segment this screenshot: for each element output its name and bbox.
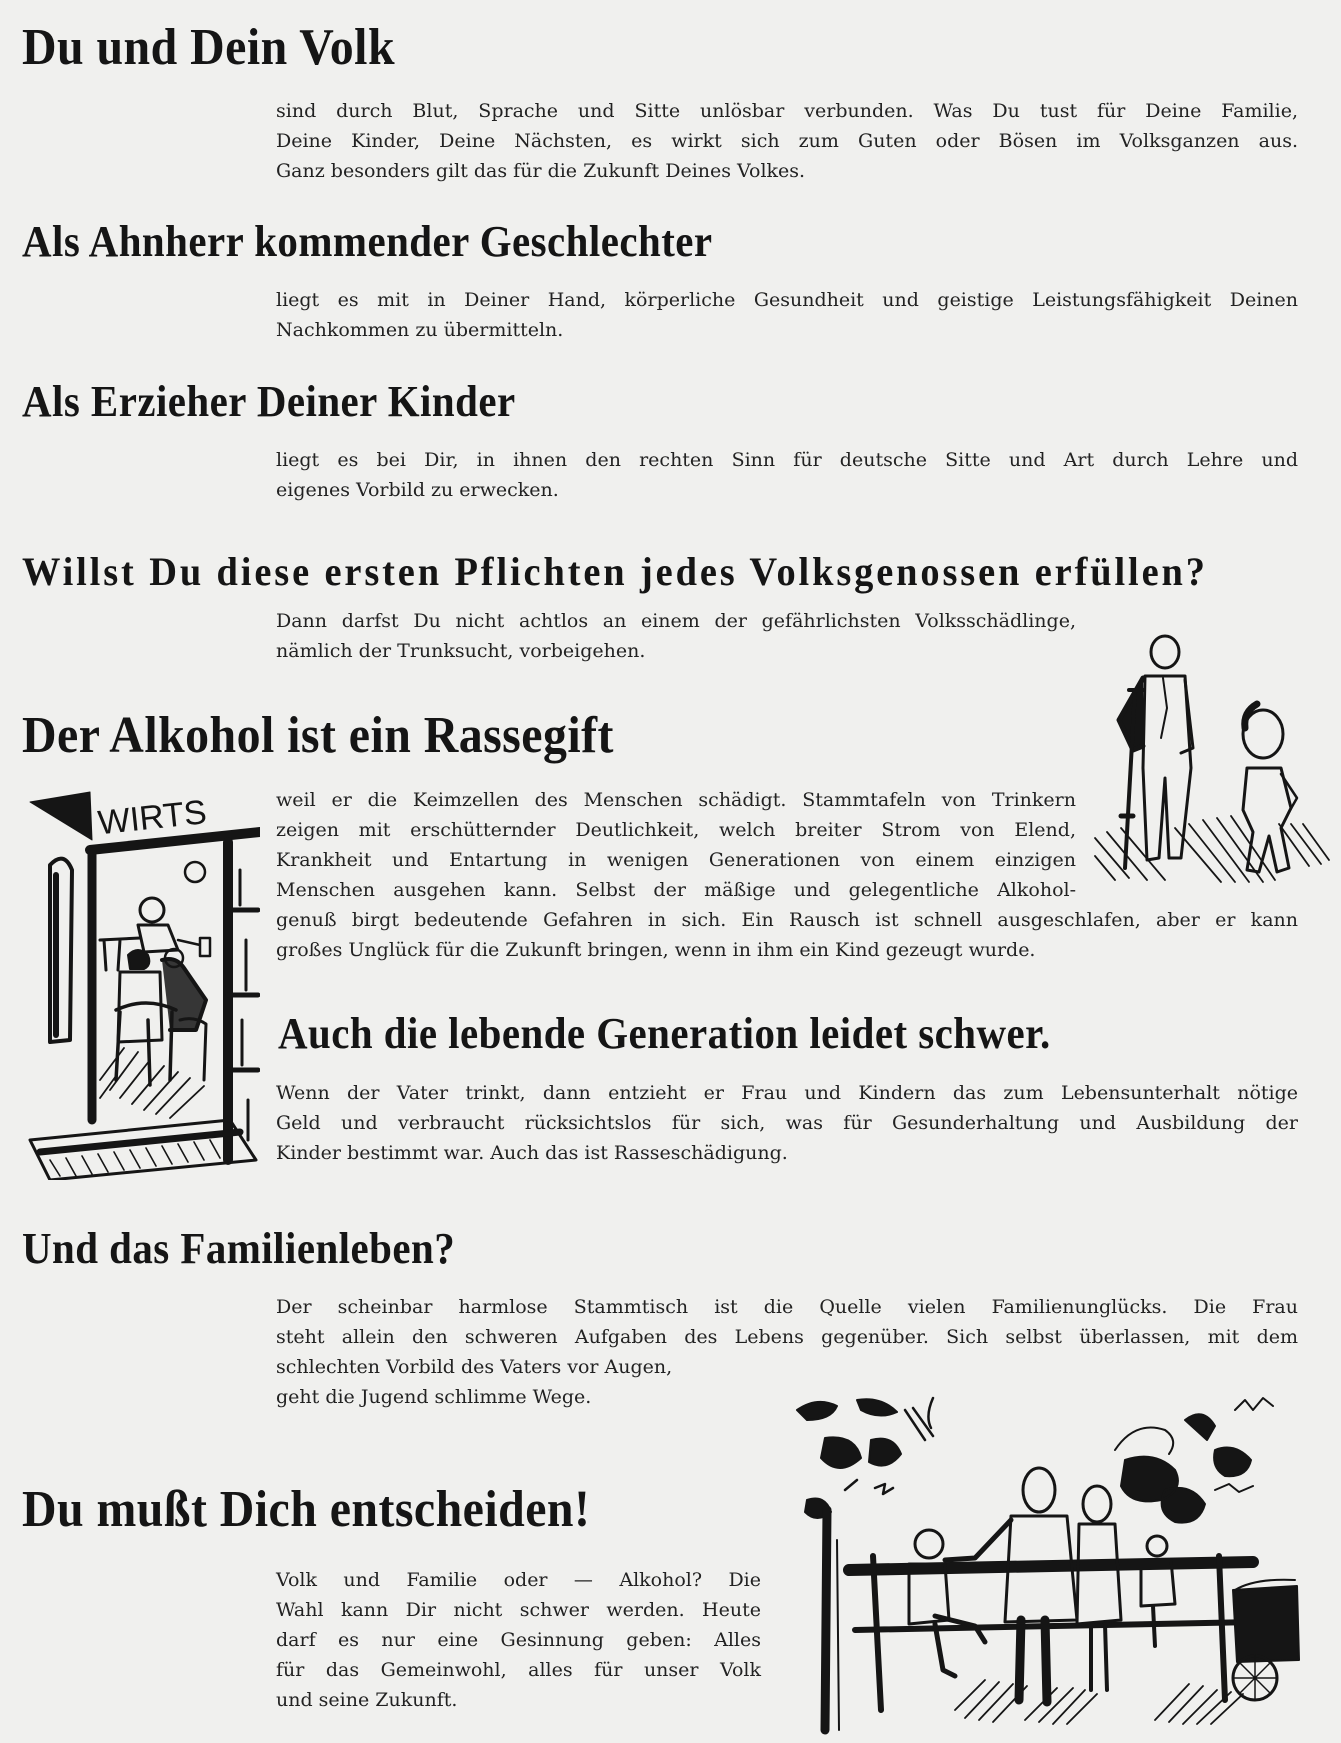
wirts-sign-text: WIRTS: [96, 793, 209, 843]
text-line: nämlich der Trunksucht, vorbeigehen.: [276, 640, 646, 662]
paragraph-lebende-generation: [276, 1078, 1298, 1168]
text-line: Kinder bestimmt war. Auch das ist Rasseschädigung.: [276, 1142, 788, 1164]
text-line: liegt es bei Dir, in ihnen den rechten Sinn für deutsche Sitte und Art durch Lehre und: [276, 449, 1298, 471]
text-line: Wahl kann Dir nicht schwer werden. Heute: [276, 1599, 761, 1621]
paragraph-entscheiden: [276, 1565, 761, 1715]
heading-du-musst-dich-entscheiden: Du mußt Dich entscheiden!: [22, 1481, 591, 1538]
text-line: großes Unglück für die Zukunft bringen, wenn in ihm ein Kind gezeugt wurde.: [276, 939, 1036, 961]
paragraph-als-ahnherr: [276, 285, 1298, 345]
heading-du-und-dein-volk: Du und Dein Volk: [22, 19, 396, 76]
heading-lebende-generation: Auch die lebende Generation leidet schwer.: [278, 1009, 1051, 1058]
family-bench-illustration: [785, 1380, 1305, 1735]
heading-familienleben: Und das Familienleben?: [22, 1224, 456, 1273]
paragraph-willst-du: [276, 606, 1076, 666]
text-line: Dann darfst Du nicht achtlos an einem der gefährlichsten Volksschädlinge,: [276, 610, 1076, 632]
text-line: Ganz besonders gilt das für die Zukunft Deines Volkes.: [276, 160, 806, 182]
text-line: für das Gemeinwohl, alles für unser Volk: [276, 1659, 761, 1681]
text-line: schlechten Vorbild des Vaters vor Augen,: [276, 1356, 673, 1378]
heading-als-ahnherr: Als Ahnherr kommender Geschlechter: [22, 217, 713, 266]
paragraph-als-erzieher: [276, 445, 1298, 505]
text-line: genuß birgt bedeutende Gefahren in sich. Ein Rausch ist schnell ausgeschlafen, aber er kann: [276, 909, 1298, 931]
text-line: sind durch Blut, Sprache und Sitte unlösbar verbunden. Was Du tust für Deine Familie,: [276, 100, 1298, 122]
father-child-illustration: [1085, 628, 1340, 888]
text-line: Volk und Familie oder — Alkohol? Die: [276, 1569, 761, 1591]
text-line: darf es nur eine Gesinnung geben: Alles: [276, 1629, 761, 1651]
text-line: und seine Zukunft.: [276, 1689, 458, 1711]
heading-als-erzieher: Als Erzieher Deiner Kinder: [22, 377, 516, 426]
heading-willst-du: Willst Du diese ersten Pflichten jedes Volksgenossen erfüllen?: [22, 549, 1208, 594]
text-line: Geld und verbraucht rücksichtslos für sich, was für Gesunderhaltung und Ausbildung der: [276, 1112, 1298, 1134]
text-line: zeigen mit erschütternder Deutlichkeit, welch breiter Strom von Elend,: [276, 819, 1076, 841]
text-line: Nachkommen zu übermitteln.: [276, 319, 564, 341]
paragraph-du-und-dein-volk: [276, 96, 1298, 186]
tavern-illustration: [20, 780, 260, 1180]
heading-alkohol-rassegift: Der Alkohol ist ein Rassegift: [22, 707, 614, 764]
text-line: eigenes Vorbild zu erwecken.: [276, 479, 559, 501]
text-line: steht allein den schweren Aufgaben des Lebens gegenüber. Sich selbst überlassen, mit dem: [276, 1326, 1298, 1348]
text-line: Menschen ausgehen kann. Selbst der mäßige und gelegentliche Alkohol-: [276, 879, 1076, 901]
text-line: weil er die Keimzellen des Menschen schädigt. Stammtafeln von Trinkern: [276, 789, 1076, 811]
text-line: Der scheinbar harmlose Stammtisch ist die Quelle vielen Familienunglücks. Die Frau: [276, 1296, 1298, 1318]
text-line: liegt es mit in Deiner Hand, körperliche Gesundheit und geistige Leistungsfähigkeit Deinen: [276, 289, 1298, 311]
text-line: geht die Jugend schlimme Wege.: [276, 1386, 592, 1408]
text-line: Wenn der Vater trinkt, dann entzieht er Frau und Kindern das zum Lebensunterhalt nötige: [276, 1082, 1298, 1104]
text-line: Krankheit und Entartung in wenigen Generationen von einem einzigen: [276, 849, 1076, 871]
text-line: Deine Kinder, Deine Nächsten, es wirkt sich zum Guten oder Bösen im Volksganzen aus.: [276, 130, 1298, 152]
